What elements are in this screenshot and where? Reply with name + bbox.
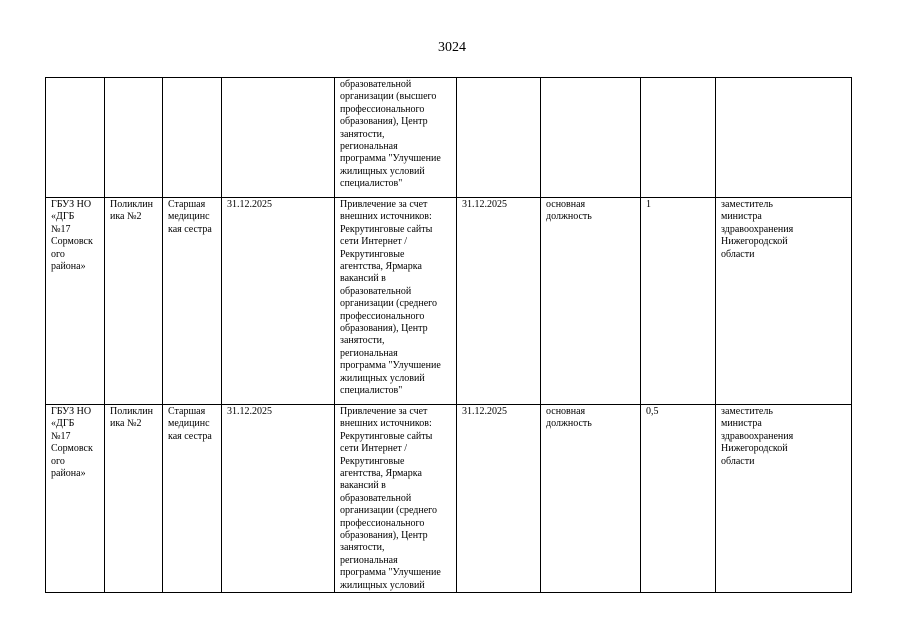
cell-department: Поликлин ика №2 [105,198,163,405]
cell-responsible: заместитель министра здравоохранения Нижегородской области [716,198,852,405]
table-row [46,78,852,198]
cell-rate: 1 [641,198,716,405]
cell-date-to [457,78,541,198]
cell-org: ГБУЗ НО «ДГБ №17 Сормовск ого района» [46,198,105,405]
table-row [46,198,852,405]
cell-measures: образовательной организации (высшего профессионального образования), Центр занятости, региональная программа "Улучшение жилищных условий специалистов" [335,78,457,198]
cell-responsible [716,78,852,198]
cell-position [163,78,222,198]
cell-org: ГБУЗ НО «ДГБ №17 Сормовск ого района» [46,405,105,593]
cell-position-type [541,78,641,198]
cell-rate: 0,5 [641,405,716,593]
cell-responsible: заместитель министра здравоохранения Нижегородской области [716,405,852,593]
staffing-table [45,77,852,593]
cell-department [105,78,163,198]
cell-measures: Привлечение за счет внешних источников: Рекрутинговые сайты сети Интернет / Рекрутинговые агентства, Ярмарка вакансий в образовательной организации (среднего профессионального образования), Центр занятости, региональная программа "Улучшение жилищных условий [335,405,457,593]
cell-position: Старшая медицинс кая сестра [163,198,222,405]
page-number: 3024 [438,40,466,55]
cell-position-type: основная должность [541,198,641,405]
cell-date-to: 31.12.2025 [457,405,541,593]
cell-date-from: 31.12.2025 [222,198,335,405]
table-row [46,405,852,593]
cell-org [46,78,105,198]
cell-rate [641,78,716,198]
cell-position-type: основная должность [541,405,641,593]
cell-date-from [222,78,335,198]
cell-department: Поликлин ика №2 [105,405,163,593]
cell-position: Старшая медицинс кая сестра [163,405,222,593]
cell-date-to: 31.12.2025 [457,198,541,405]
cell-measures: Привлечение за счет внешних источников: Рекрутинговые сайты сети Интернет / Рекрутинговые агентства, Ярмарка вакансий в образовательной организации (среднего профессионального образования), Центр занятости, региональная программа "Улучшение жилищных условий специалистов" [335,198,457,405]
cell-date-from: 31.12.2025 [222,405,335,593]
